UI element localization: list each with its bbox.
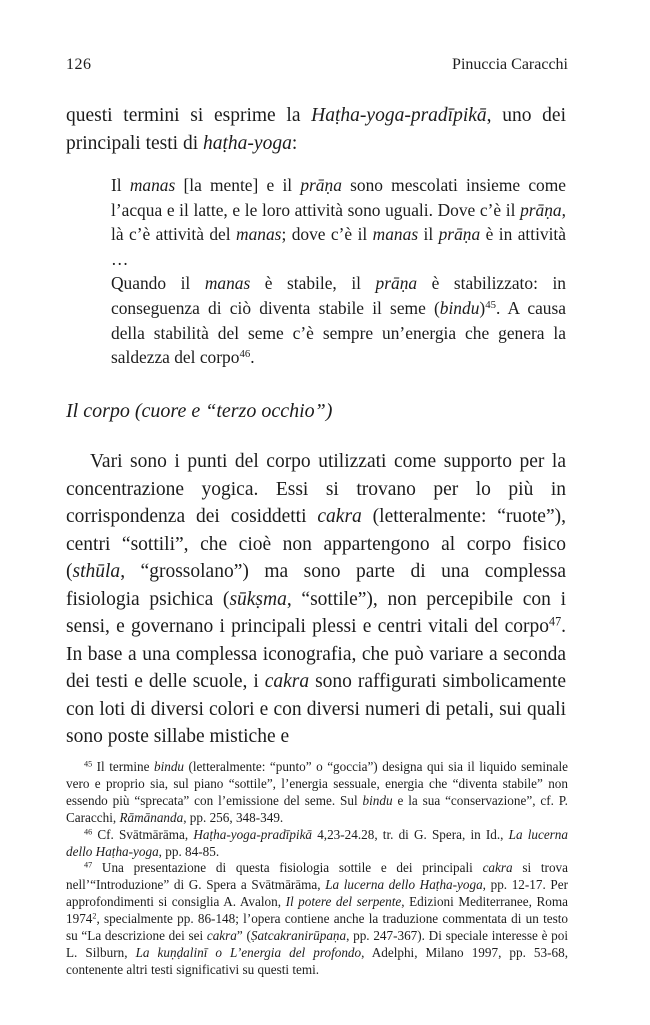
text-run: , là c’è attività del [111, 199, 566, 245]
text-run: , pp. 12-17. Per approfondimenti si consiglia A. Avalon, [66, 877, 568, 910]
text-run: sono raffigurati simbolicamente con loti di diversi colori e con diversi numeri di petali, sui quali sono poste sillabe mistiche e [66, 671, 566, 747]
quote-paragraph-1 [111, 173, 566, 271]
page-number: 126 [66, 56, 92, 73]
italic-term: bindu [362, 792, 393, 808]
italic-title: Il potere del serpente [285, 894, 402, 910]
text-run: ) [479, 297, 486, 318]
text-run: , pp. 84-85. [158, 843, 220, 859]
text-run: , “sottile”), non percepibile con i sensi, e governano i principali plessi e centri vitali del corpo [66, 588, 566, 637]
italic-term: manas [129, 175, 176, 195]
italic-term: cakra [264, 671, 310, 692]
text-run: Il [111, 175, 130, 195]
text-run: . A causa della stabilità del seme c’è sempre un’energia che genera la saldezza del corpo [111, 297, 566, 368]
footnote-45 [66, 759, 568, 827]
text-run: il [418, 224, 439, 245]
text-run: è in attività … [111, 224, 566, 269]
italic-term: haṭha-yoga [203, 132, 292, 154]
italic-title: Ṣatcakranirūpaṇa [250, 928, 347, 944]
italic-title: La lucerna dello Haṭha-yoga [325, 877, 483, 893]
text-run: Una presentazione di questa fisiologia sottile e dei principali [92, 860, 483, 876]
text-run: . [250, 347, 255, 368]
text-run: si trova nell’“Introduzione” di G. Spera a Svātmārāma, [66, 860, 568, 893]
italic-term: prāṇa [300, 175, 342, 195]
text-run: 4,23-24.28, tr. di G. Spera, in Id., [312, 826, 509, 842]
footnotes [66, 759, 568, 979]
text-run: [la mente] e il [175, 175, 301, 195]
text-run: Quando il [111, 273, 205, 294]
italic-title: La lucerna dello Haṭha-yoga [66, 826, 568, 859]
text-run: (letteralmente: “ruote”), centri “sottili”, che cioè non appartengono al corpo fisico ( [66, 506, 566, 582]
italic-term: manas [236, 224, 282, 245]
italic-term: bindu [153, 759, 185, 774]
italic-title: Rāmānanda [119, 809, 184, 825]
italic-term: manas [204, 273, 251, 294]
footnote-ref-47[interactable]: 47 [549, 614, 562, 629]
footnote-ref-46[interactable]: 46 [239, 348, 251, 361]
text-run: ; dove c’è il [281, 224, 373, 245]
paragraph [66, 448, 566, 751]
italic-term: cakra [317, 506, 362, 527]
italic-term: sūkṣma [229, 588, 287, 610]
footnote-47 [66, 860, 568, 978]
text-run: , “grossolano”) ma sono parte di una complessa fisiologia psichica ( [66, 561, 566, 610]
text-run: Il termine [92, 759, 154, 774]
footnote-number: 46 [84, 827, 93, 837]
italic-term: cakra [482, 860, 513, 876]
italic-term: manas [372, 224, 419, 245]
text-run: , uno dei principali testi di [66, 105, 566, 154]
text-run: . In base a una complessa iconografia, che può variare a seconda dei testi e delle scuole, i [66, 616, 566, 692]
italic-term: prāṇa [438, 224, 481, 245]
text-run: , specialmente pp. 86-148; l’opera contiene anche la traduzione commentata di un testo su “La descrizione dei sei [66, 911, 568, 944]
text-run: , Adelphi, Milano 1997, pp. 53-68, contenente altri testi significativi su questi temi. [66, 944, 568, 977]
main-paragraph [66, 448, 566, 751]
text-run: , pp. 256, 348-349. [183, 809, 284, 825]
block-quote [111, 173, 566, 370]
text-run: Cf. Svātmārāma, [92, 826, 194, 842]
italic-title: Haṭha-yoga-pradīpikā [311, 105, 487, 126]
footnote-46 [66, 827, 568, 861]
section-heading: Il corpo (cuore e “terzo occhio”) [66, 400, 333, 422]
text-run: (letteralmente: “punto” o “goccia”) designa qui sia il liquido seminale vero e proprio sia, sul piano “sottile”, l’energia sessuale, energia che “diventa stabile” non essendo più “sprecata” con l’emissione del seme. Sul [66, 759, 568, 808]
page-header [66, 56, 568, 78]
footnote-number: 45 [84, 759, 93, 769]
italic-term: prāṇa [520, 199, 562, 220]
italic-term: prāṇa [375, 273, 418, 294]
italic-title: La kuṇḍalinī o L’energia del profondo [135, 944, 362, 960]
text-run: Vari sono i punti del corpo utilizzati come supporto per la concentrazione yogica. Essi si trovano per lo più in corrispondenza dei cosiddetti [66, 451, 566, 527]
intro-paragraph [66, 102, 566, 157]
text-run: : [291, 132, 298, 154]
italic-term: bindu [439, 297, 480, 318]
text-run: è stabilizzato: in conseguenza di ciò diventa stabile il seme ( [111, 273, 566, 318]
text-run: e la sua “conservazione”, cf. P. Caracchi, [66, 792, 568, 825]
text-run: ” ( [236, 928, 251, 944]
edition-superscript: 2 [92, 911, 97, 921]
text-run: sono mescolati insieme come l’acqua e il latte, e le loro attività sono uguali. Dove c’è il [111, 175, 566, 220]
italic-term: cakra [206, 928, 237, 944]
text-run: , pp. 247-367). Di speciale interesse è poi L. Silburn, [66, 928, 569, 960]
text-run: questi termini si esprime la [66, 105, 312, 126]
footnote-ref-45[interactable]: 45 [485, 299, 496, 312]
footnote-number: 47 [84, 860, 93, 870]
running-head: Pinuccia Caracchi [452, 56, 568, 73]
quote-paragraph-2 [111, 271, 566, 369]
italic-term: sthūla [72, 561, 121, 582]
text-run: , Edizioni Mediterranee, Roma 1974 [66, 894, 568, 927]
text-run: è stabile, il [250, 273, 376, 294]
italic-title: Haṭha-yoga-pradīpikā [193, 826, 313, 842]
